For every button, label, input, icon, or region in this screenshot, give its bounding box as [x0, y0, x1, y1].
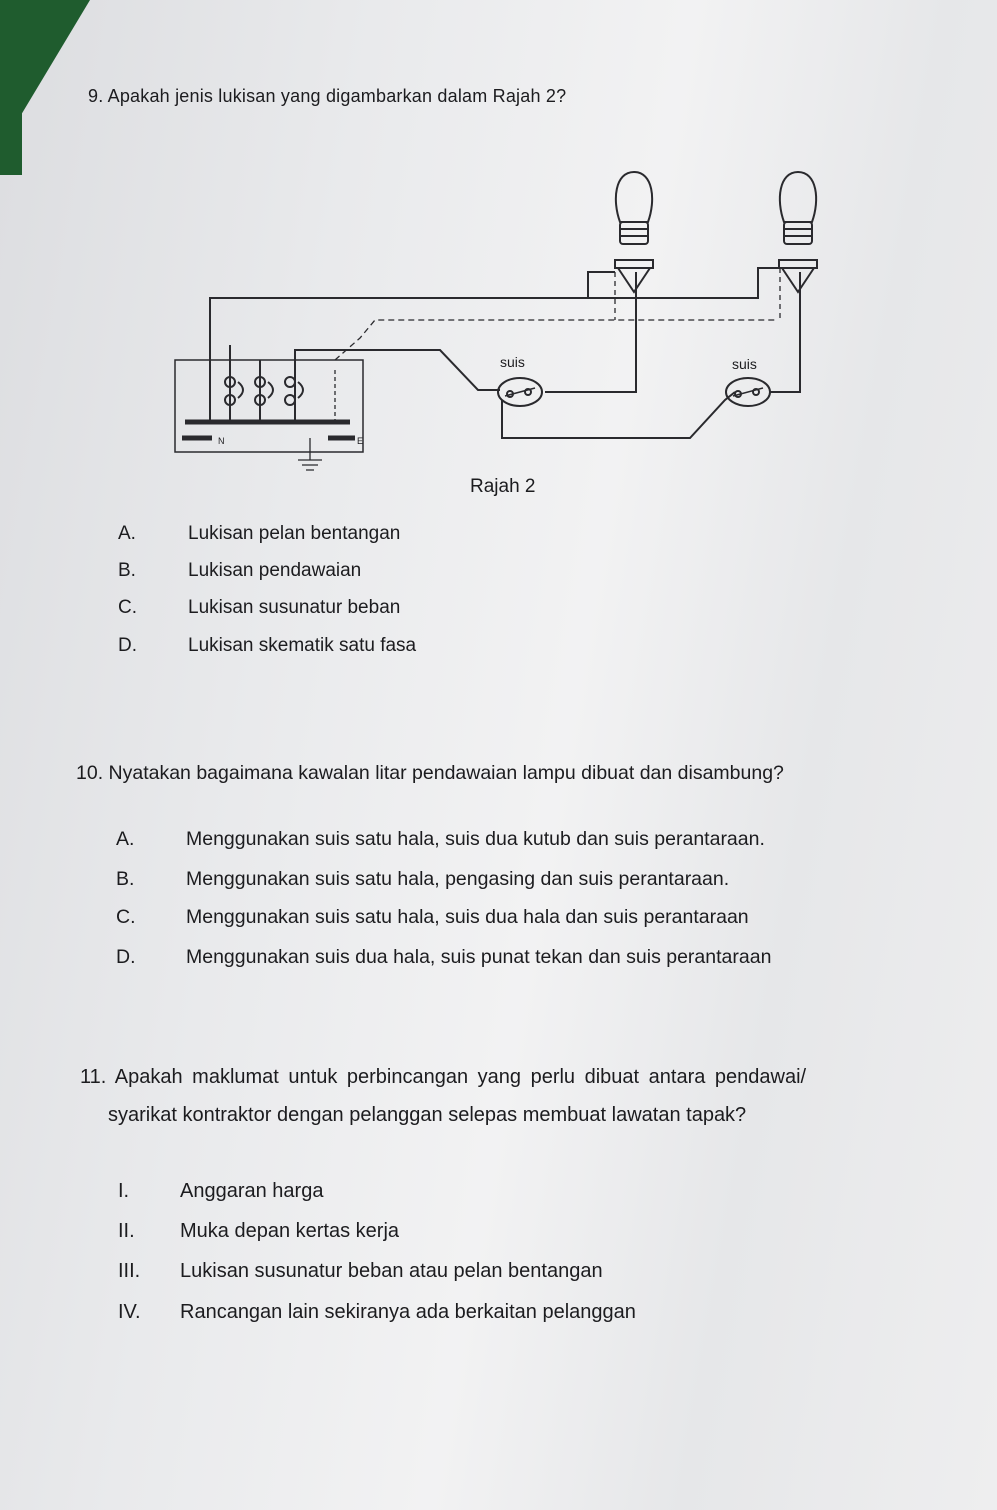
neutral-label: N	[218, 436, 225, 446]
option-text: Menggunakan suis satu hala, suis dua hala dan suis perantaraan	[186, 906, 749, 928]
item-numeral: IV.	[118, 1301, 141, 1323]
item-numeral: I.	[118, 1180, 130, 1202]
lamp-2	[779, 172, 817, 292]
option-letter: A.	[118, 523, 136, 544]
item-text: Lukisan susunatur beban atau pelan bentangan	[180, 1260, 603, 1282]
item-text: Rancangan lain sekiranya ada berkaitan pelanggan	[180, 1301, 636, 1323]
option-text: Menggunakan suis satu hala, suis dua kutub dan suis perantaraan.	[186, 828, 765, 850]
item-numeral: II.	[118, 1220, 135, 1242]
question-10-title: 10. Nyatakan bagaimana kawalan litar pendawaian lampu dibuat dan disambung?	[76, 762, 784, 784]
option-letter: B.	[118, 560, 136, 581]
question-9-title: 9. Apakah jenis lukisan yang digambarkan dalam Rajah 2?	[88, 86, 567, 106]
diagram-caption: Rajah 2	[470, 476, 536, 497]
earth-label: E	[357, 436, 364, 446]
wiring-diagram-rajah-2	[160, 160, 840, 480]
option-letter: C.	[116, 906, 136, 928]
option-letter: C.	[118, 597, 137, 618]
live-wire-lamp2	[588, 268, 780, 298]
option-text: Lukisan susunatur beban	[188, 597, 401, 618]
option-letter: D.	[116, 946, 136, 968]
item-text: Anggaran harga	[180, 1180, 324, 1202]
question-11-title: 11. Apakah maklumat untuk perbincangan yang perlu dibuat antara pendawai/	[80, 1066, 807, 1088]
green-edge-background	[0, 0, 22, 175]
lamp-1-drop	[545, 272, 636, 392]
option-text: Lukisan skematik satu fasa	[188, 635, 417, 656]
item-numeral: III.	[118, 1260, 141, 1282]
option-text: Menggunakan suis dua hala, suis punat tekan dan suis perantaraan	[186, 946, 772, 968]
dashed-wire-1	[335, 320, 775, 360]
option-text: Menggunakan suis satu hala, pengasing dan suis perantaraan.	[186, 868, 730, 890]
lamp-1	[615, 172, 653, 292]
option-text: Lukisan pelan bentangan	[188, 523, 401, 544]
question-11-title-cont: syarikat kontraktor dengan pelanggan selepas membuat lawatan tapak?	[108, 1104, 747, 1126]
option-letter: A.	[116, 828, 135, 850]
bottom-wire	[502, 392, 735, 438]
switch-1-feed	[295, 350, 500, 390]
option-text: Lukisan pendawaian	[188, 560, 362, 581]
earth-symbol	[298, 438, 322, 470]
option-letter: D.	[118, 635, 137, 656]
item-text: Muka depan kertas kerja	[180, 1220, 400, 1242]
switch-2-label: suis	[732, 356, 757, 372]
live-wire-top	[210, 272, 615, 360]
switch-1-label: suis	[500, 354, 525, 370]
option-letter: B.	[116, 868, 135, 890]
